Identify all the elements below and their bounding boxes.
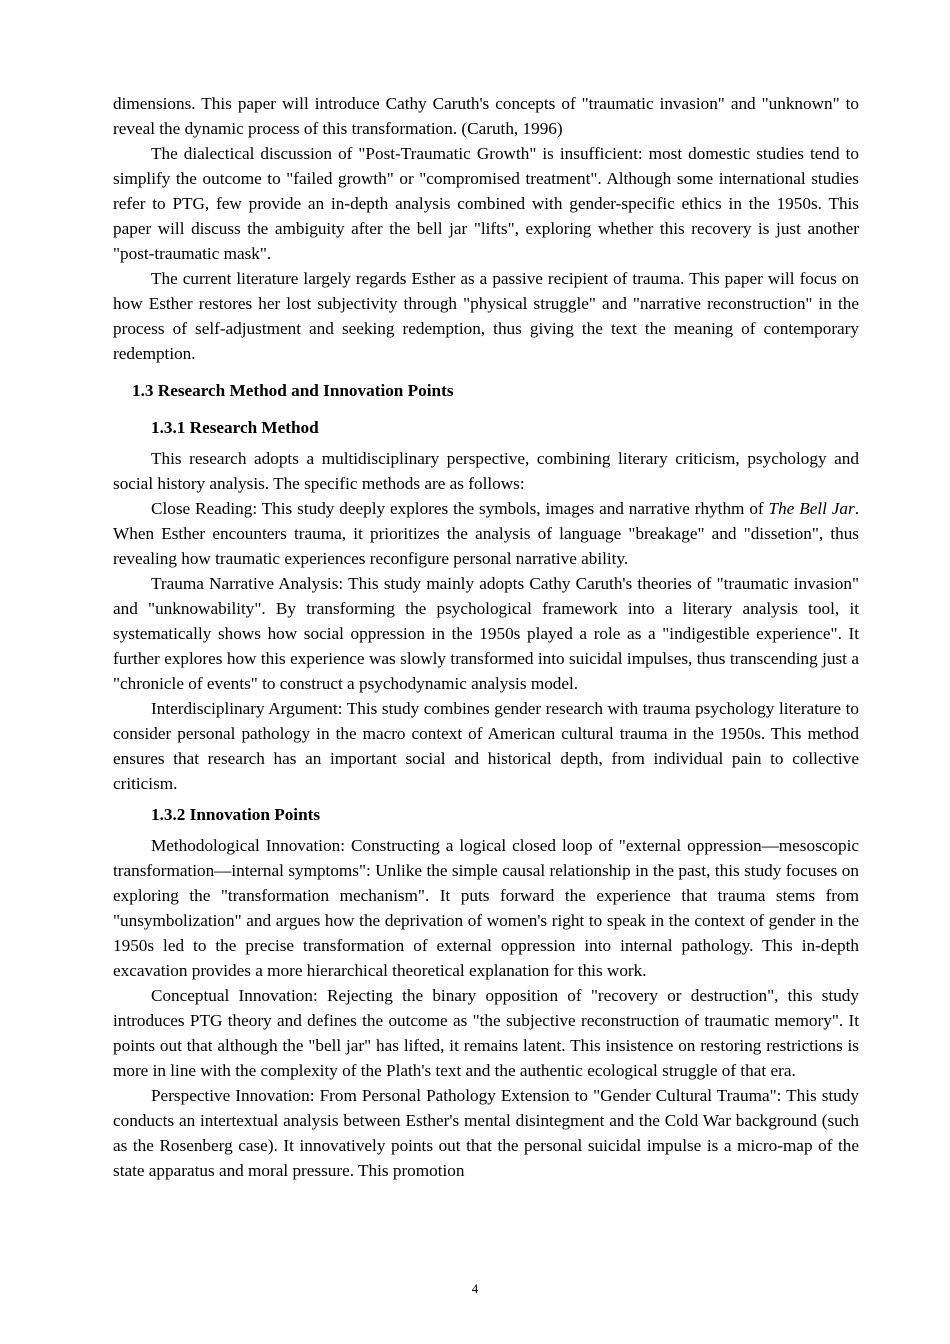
page-number: 4 [471,1281,479,1296]
paragraph-trauma-narrative: Trauma Narrative Analysis: This study mainly adopts Cathy Caruth's theories of "traumatic invasion" and "unknowability". By transforming the psychological framework into a literary analysis tool, it systematically shows how social oppression in the 1950s played a role as a "indigestible experience". It further explores how this experience was slowly transformed into suicidal impulses, thus transcending just a "chronicle of events" to construct a psychodynamic analysis model. [113,574,859,693]
paragraph-close-reading [113,496,859,571]
section-heading-1-3: 1.3 Research Method and Innovation Points [132,381,454,400]
paragraph-research-intro: This research adopts a multidisciplinary perspective, combining literary criticism, psychology and social history analysis. The specific methods are as follows: [113,449,859,493]
subsection-heading-1-3-1: 1.3.1 Research Method [151,418,319,437]
paragraph-conceptual-innovation: Conceptual Innovation: Rejecting the binary opposition of "recovery or destruction", this study introduces PTG theory and defines the outcome as "the subjective reconstruction of traumatic memory". It points out that although the "bell jar" has lifted, it remains latent. This insistence on restoring restrictions is more in line with the complexity of the Plath's text and the authentic ecological struggle of that era. [113,986,859,1080]
paragraph-continuation: dimensions. This paper will introduce Cathy Caruth's concepts of "traumatic invasion" and "unknown" to reveal the dynamic process of this transformation. (Caruth, 1996) [113,94,859,138]
paragraph-perspective-innovation: Perspective Innovation: From Personal Pathology Extension to "Gender Cultural Trauma": This study conducts an intertextual analysis between Esther's mental disintegment and the Cold War background (such as the Rosenberg case). It innovatively points out that the personal suicidal impulse is a micro-map of the state apparatus and moral pressure. This promotion [113,1086,859,1180]
paragraph-interdisciplinary: Interdisciplinary Argument: This study combines gender research with trauma psychology literature to consider personal pathology in the macro context of American cultural trauma in the 1950s. This method ensures that research has an important social and historical depth, from individual pain to collective criticism. [113,699,859,793]
close-reading-text-suffix: . When Esther encounters trauma, it prioritizes the analysis of language "breakage" and "dissetion", thus revealing how traumatic experiences reconfigure personal narrative ability. [113,499,859,568]
subsection-heading-1-3-2: 1.3.2 Innovation Points [151,805,321,824]
paragraph-literature-review: The current literature largely regards Esther as a passive recipient of trauma. This paper will focus on how Esther restores her lost subjectivity through "physical struggle" and "narrative reconstruction" in the process of self-adjustment and seeking redemption, thus giving the text the meaning of contemporary redemption. [113,269,859,363]
book-title: The Bell Jar [768,499,855,518]
paper-page-body [113,91,859,1183]
close-reading-text-prefix: Close Reading: This study deeply explores the symbols, images and narrative rhythm of [151,499,769,518]
paragraph-ptg-discussion: The dialectical discussion of "Post-Traumatic Growth" is insufficient: most domestic studies tend to simplify the outcome to "failed growth" or "compromised treatment". Although some international studies refer to PTG, few provide an in-depth analysis combined with gender-specific ethics in the 1950s. This paper will discuss the ambiguity after the bell jar "lifts", exploring whether this recovery is just another "post-traumatic mask". [113,144,859,263]
paragraph-methodological-innovation: Methodological Innovation: Constructing a logical closed loop of "external oppression—mesoscopic transformation—internal symptoms": Unlike the simple causal relationship in the past, this study focuses on exploring the "transformation mechanism". It puts forward the experience that trauma stems from "unsymbolization" and argues how the deprivation of women's right to speak in the context of gender in the 1950s led to the precise transformation of external oppression into internal pathology. This in-depth excavation provides a more hierarchical theoretical explanation for this work. [113,836,859,980]
